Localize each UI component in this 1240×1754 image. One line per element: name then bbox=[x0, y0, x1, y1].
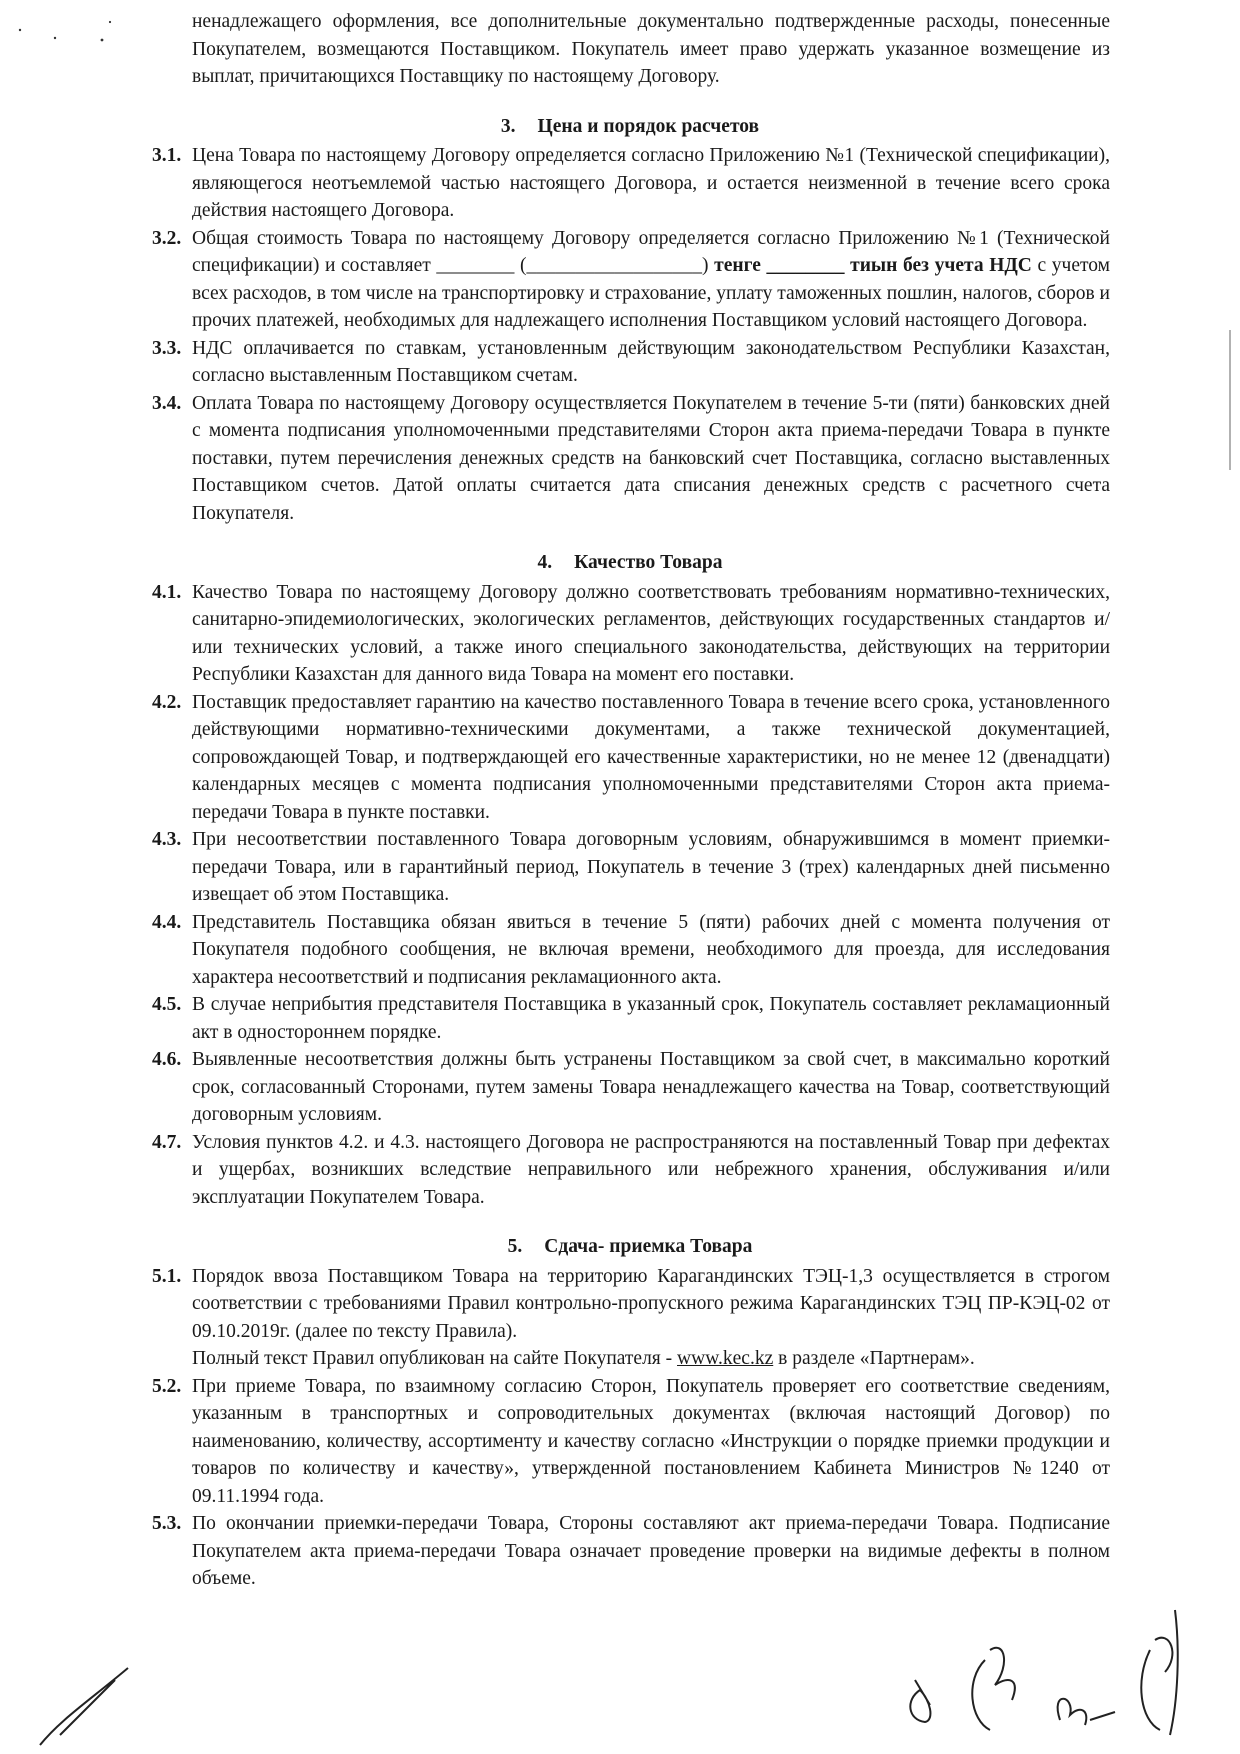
website-link[interactable]: www.kec.kz bbox=[677, 1348, 774, 1369]
clause-4-3 bbox=[150, 826, 1110, 909]
section-number: 5. bbox=[507, 1236, 523, 1257]
clause-text: Качество Товара по настоящему Договору должно соответствовать требованиям нормативно-технических, санитарно-эпидемиологических, экологических регламентов, действующих государственных стандартов и/или технических условий, а также иного специального законодательства, действующих на территории Республики Казахстан для данного вида Товара на момент его поставки. bbox=[192, 581, 1110, 685]
scan-speck bbox=[54, 37, 56, 39]
clause-text: НДС оплачивается по ставкам, установленным действующим законодательством Республики Казахстан, согласно выставленным Поставщиком счетам. bbox=[192, 337, 1110, 386]
clause-text: Поставщик предоставляет гарантию на качество поставленного Товара в течение всего срока, установленного действующими нормативно-техническими документами, а также технической документацией, сопровождающей Товар, и подтверждающей его качественные характеристики, но не менее 12 (двенадцати) календарных месяцев с момента подписания уполномоченными представителями Сторон акта приема-передачи Товара в пункте поставки. bbox=[192, 691, 1110, 823]
clause-number: 3.3. bbox=[152, 337, 182, 359]
clause-number: 4.1. bbox=[152, 581, 182, 603]
scan-speck bbox=[19, 29, 21, 31]
clause-number: 4.4. bbox=[152, 911, 182, 933]
clause-number: 4.7. bbox=[152, 1131, 182, 1153]
clause-number: 3.2. bbox=[152, 227, 182, 249]
section-heading bbox=[150, 113, 1110, 141]
section-number: 4. bbox=[537, 552, 553, 573]
clause-3-2 bbox=[150, 225, 1110, 335]
clause-text-tail: в разделе «Партнерам». bbox=[778, 1348, 975, 1369]
clause-4-7 bbox=[150, 1129, 1110, 1212]
clause-3-1 bbox=[150, 142, 1110, 225]
section-3 bbox=[150, 113, 1110, 528]
clause-3-3 bbox=[150, 335, 1110, 390]
clause-4-2 bbox=[150, 689, 1110, 827]
clause-text: Условия пунктов 4.2. и 4.3. настоящего Договора не распространяются на поставленный Товар при дефектах и ущербах, возникших вследствие неправильного или небрежного хранения, обслуживания и/или эксплуатации Покупателем Товара. bbox=[192, 1131, 1110, 1208]
clause-text: Представитель Поставщика обязан явиться в течение 5 (пяти) рабочих дней с момента получения от Покупателя подобного сообщения, не включая времени, необходимого для проезда, для исследования характера несоответствий и подписания рекламационного акта. bbox=[192, 911, 1110, 988]
clause-number: 4.2. bbox=[152, 691, 182, 713]
clause-number: 4.5. bbox=[152, 994, 182, 1015]
document-body bbox=[150, 8, 1110, 1593]
clause-number: 5.2. bbox=[152, 1375, 182, 1397]
clause-5-2 bbox=[150, 1373, 1110, 1511]
clause-number: 4.6. bbox=[152, 1049, 182, 1070]
signature-stroke-left bbox=[40, 1668, 128, 1745]
section-4 bbox=[150, 549, 1110, 1211]
clause-text: При несоответствии поставленного Товара договорным условиям, обнаружившимся в момент приемки-передачи Товара, или в гарантийный период, Покупатель в течение 3 (трех) календарных дней письменно извещает об этом Поставщика. bbox=[192, 829, 1110, 905]
clause-number: 3.4. bbox=[152, 392, 182, 414]
clause-text: Общая стоимость Товара по настоящему Договору определяется согласно Приложению №1 (Технической спецификации) и составляет ________ (__________________) bbox=[192, 227, 1110, 276]
section-5 bbox=[150, 1233, 1110, 1593]
clause-text: Цена Товара по настоящему Договору определяется согласно Приложению №1 (Технической спецификации), являющегося неотъемлемой частью настоящего Договора, и остается неизменной в течение всего срока действия настоящего Договора. bbox=[192, 145, 1110, 221]
clause-5-1 bbox=[150, 1263, 1110, 1373]
section-title: Качество Товара bbox=[574, 552, 723, 573]
clause-4-1 bbox=[150, 579, 1110, 689]
clause-text-continued: Полный текст Правил опубликован на сайте Покупателя - bbox=[192, 1348, 673, 1369]
clause-text: При приеме Товара, по взаимному согласию Сторон, Покупатель проверяет его соответствие сведениям, указанным в транспортных и сопроводительных документах (включая настоящий Договор) по наименованию, количеству, ассортименту и качеству согласно «Инструкции о порядке приемки продукции и товаров по количеству и качеству», утвержденной постановлением Кабинета Министров №1240 от 09.11.1994 года. bbox=[192, 1375, 1110, 1507]
section-heading bbox=[150, 1233, 1110, 1261]
section-number: 3. bbox=[500, 115, 516, 137]
scan-speck bbox=[109, 21, 111, 23]
section-title: Сдача- приемка Товара bbox=[544, 1236, 753, 1257]
clause-text: В случае неприбытия представителя Поставщика в указанный срок, Покупатель составляет рекламационный акт в одностороннем порядке. bbox=[192, 994, 1110, 1043]
section-heading bbox=[150, 549, 1110, 577]
clause-bold-text: тенге ________ тиын без учета НДС bbox=[714, 255, 1032, 276]
clause-4-5 bbox=[150, 991, 1110, 1046]
clause-5-3 bbox=[150, 1510, 1110, 1593]
clause-number: 3.1. bbox=[152, 145, 182, 166]
clause-text: Выявленные несоответствия должны быть устранены Поставщиком за свой счет, в максимально короткий срок, согласованный Сторонами, путем замены Товара ненадлежащего качества на Товар, соответствующий договорным условиям. bbox=[192, 1049, 1110, 1125]
clause-subparagraph bbox=[192, 1345, 1110, 1373]
clause-text: Порядок ввоза Поставщиком Товара на территорию Карагандинских ТЭЦ-1,3 осуществляется в строгом соответствии с требованиями Правил контрольно-пропускного режима Карагандинских ТЭЦ ПР-КЭЦ-02 от 09.10.2019г. (далее по тексту Правила). bbox=[192, 1265, 1110, 1342]
clause-text: Оплата Товара по настоящему Договору осуществляется Покупателем в течение 5-ти (пяти) банковских дней с момента подписания уполномоченными представителями Сторон акта приема-передачи Товара в пункте поставки, путем перечисления денежных средств на банковский счет Поставщика, согласно выставленных Поставщиком счетов. Датой оплаты считается дата списания денежных средств с расчетного счета Покупателя. bbox=[192, 392, 1110, 524]
clause-number: 5.1. bbox=[152, 1265, 182, 1287]
intro-paragraph: ненадлежащего оформления, все дополнительные документально подтвержденные расходы, понесенные Покупателем, возмещаются Поставщиком. Покупатель имеет право удержать указанное возмещение из выплат, причитающихся Поставщику по настоящему Договору. bbox=[192, 11, 1110, 87]
clause-text: По окончании приемки-передачи Товара, Стороны составляют акт приема-передачи Товара. Подписание Покупателем акта приема-передачи Товара означает проведение проверки на видимые дефекты в полном объеме. bbox=[192, 1513, 1110, 1589]
section-title: Цена и порядок расчетов bbox=[537, 115, 760, 137]
scan-speck bbox=[101, 39, 104, 42]
clause-number: 5.3. bbox=[152, 1513, 182, 1534]
clause-number: 4.3. bbox=[152, 829, 182, 850]
handwritten-initials bbox=[910, 1610, 1177, 1735]
clause-4-6 bbox=[150, 1046, 1110, 1129]
clause-4-4 bbox=[150, 909, 1110, 992]
clause-3-4 bbox=[150, 390, 1110, 528]
clause-text-continued: с учетом всех расходов, в том числе на транспортировку и страхование, уплату таможенных пошлин, налогов, сборов и прочих платежей, необходимых для надлежащего исполнения Поставщиком условий настоящего Договора. bbox=[192, 255, 1110, 331]
